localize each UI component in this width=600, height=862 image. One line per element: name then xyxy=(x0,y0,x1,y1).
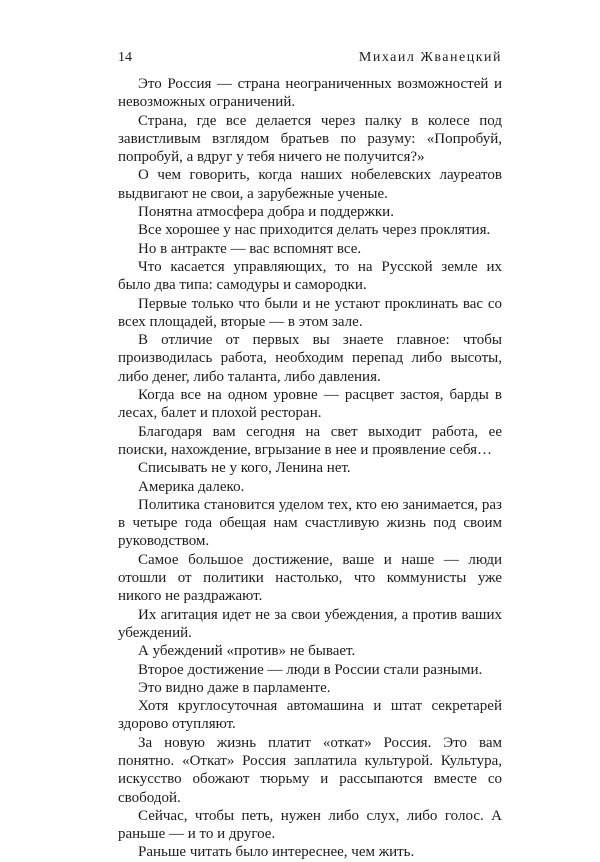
paragraph: Их агитация идет не за свои убеждения, а против ваших убеждений. xyxy=(118,606,502,641)
paragraph: О чем говорить, когда наших нобелевских лауреатов выдвигают не свои, а зарубежные ученые. xyxy=(118,167,502,202)
page-number: 14 xyxy=(118,50,132,65)
paragraph: Самое большое достижение, ваше и наше — люди отошли от политики настолько, что коммунисты уже никого не раздражают. xyxy=(118,551,502,605)
paragraph: Понятна атмосфера добра и поддержки. xyxy=(138,204,394,221)
paragraph: Но в антракте — вас вспомнят все. xyxy=(138,240,362,257)
paragraph: В отличие от первых вы знаете главное: чтобы производилась работа, необходим перепад либо высоты, либо денег, либо таланта, либо давления. xyxy=(118,332,502,385)
paragraph: Второе достижение — люди в России стали разными. xyxy=(138,661,483,678)
running-head-author: Михаил Жванецкий xyxy=(358,50,502,65)
paragraph: Когда все на одном уровне — расцвет застоя, барды в лесах, балет и плохой ресторан. xyxy=(118,387,502,422)
paragraph: Это видно даже в парламенте. xyxy=(138,679,331,696)
paragraph: Благодаря вам сегодня на свет выходит работа, ее поиски, нахождение, вгрызание в нее и проявление себя… xyxy=(118,423,502,458)
paragraph: Страна, где все делается через палку в колесе под завистливым взглядом братьев по разуму: «Попробуй, попробуй, а вдруг у тебя ничего не получится?» xyxy=(118,112,502,166)
paragraph: Списывать не у кого, Ленина нет. xyxy=(138,460,351,477)
paragraph: А убеждений «против» не бывает. xyxy=(138,643,356,660)
paragraph: Все хорошее у нас приходится делать через проклятия. xyxy=(138,222,491,239)
body-text xyxy=(118,75,502,862)
paragraph: Первые только что были и не устают проклинать вас со всех площадей, вторые — в этом зале. xyxy=(118,295,502,330)
paragraph: Что касается управляющих, то на Русской земле их было два типа: самодуры и самородки. xyxy=(118,258,502,294)
paragraph: Сейчас, чтобы петь, нужен либо слух, либо голос. А раньше — и то и другое. xyxy=(118,807,502,843)
paragraph: Хотя круглосуточная автомашина и штат секретарей здорово отупляют. xyxy=(118,698,502,733)
paragraph: За новую жизнь платит «откат» Россия. Это вам понятно. «Откат» Россия заплатила культурой. Культура, искусство обожают тюрьму и рассыпаются вместе со свободой. xyxy=(118,734,502,806)
paragraph: Политика становится уделом тех, кто ею занимается, раз в четыре года обещая нам счастливую жизнь под своим руководством. xyxy=(118,496,502,550)
paragraph: Америка далеко. xyxy=(138,478,245,495)
paragraph: Раньше читать было интереснее, чем жить. xyxy=(138,844,415,861)
page-header xyxy=(118,48,502,68)
paragraph: Это Россия — страна неограниченных возможностей и невозможных ограничений. xyxy=(118,76,502,111)
